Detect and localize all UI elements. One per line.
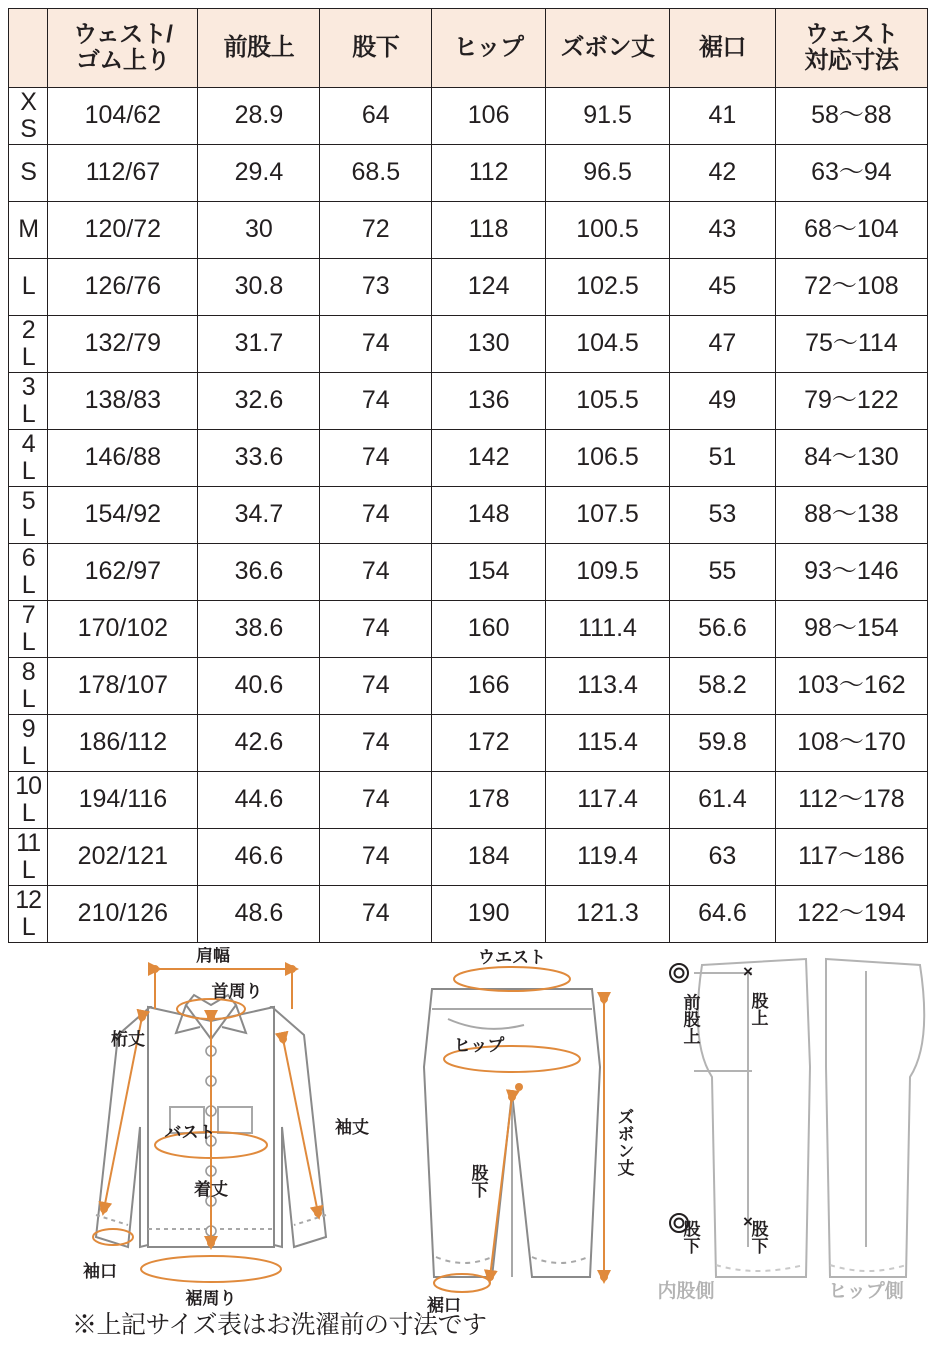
cell-waist: 210/126 — [48, 886, 198, 943]
column-header-hip — [432, 9, 546, 88]
cell-waist-range: 58〜88 — [775, 88, 927, 145]
cell-hem: 45 — [670, 259, 776, 316]
size-label-part: L — [21, 685, 35, 713]
pattern-label-inseam-right: 股下 — [748, 1220, 768, 1254]
cell-front-rise: 34.7 — [198, 487, 320, 544]
cell-front-rise: 48.6 — [198, 886, 320, 943]
cell-hip: 130 — [432, 316, 546, 373]
table-header — [9, 9, 928, 88]
cell-front-rise: 38.6 — [198, 601, 320, 658]
cell-trouser-length: 113.4 — [546, 658, 670, 715]
cell-inseam: 74 — [320, 601, 432, 658]
size-label-part: L — [21, 628, 35, 656]
cell-hip: 148 — [432, 487, 546, 544]
size-label-part: X — [20, 87, 36, 116]
cell-hem: 49 — [670, 373, 776, 430]
cell-hem: 59.8 — [670, 715, 776, 772]
size-label-part: 5 — [21, 486, 35, 515]
jacket-label-hem-round: 裾周り — [185, 1289, 237, 1308]
cell-hip: 106 — [432, 88, 546, 145]
size-label-part: L — [21, 457, 35, 485]
cell-size — [9, 544, 48, 601]
pants-label-waist: ウエスト — [478, 948, 546, 967]
column-header-trouser-length-line1: ズボン丈 — [560, 33, 655, 61]
cell-trouser-length: 100.5 — [546, 202, 670, 259]
cell-hem: 61.4 — [670, 772, 776, 829]
cell-waist: 178/107 — [48, 658, 198, 715]
column-header-hip-line1: ヒップ — [453, 33, 524, 61]
diagram-svg — [0, 947, 940, 1347]
cell-trouser-length: 109.5 — [546, 544, 670, 601]
size-label-part: 2 — [21, 315, 35, 344]
cell-trouser-length: 115.4 — [546, 715, 670, 772]
size-label-part: L — [21, 571, 35, 599]
cell-inseam: 74 — [320, 829, 432, 886]
jacket-label-yoke: 桁丈 — [111, 1030, 145, 1049]
cell-inseam: 74 — [320, 373, 432, 430]
pants-illustration — [424, 989, 600, 1277]
cell-size — [9, 316, 48, 373]
cell-size — [9, 772, 48, 829]
cell-front-rise: 42.6 — [198, 715, 320, 772]
cell-waist: 104/62 — [48, 88, 198, 145]
cell-waist: 120/72 — [48, 202, 198, 259]
cell-hip: 142 — [432, 430, 546, 487]
pattern-measure-lines — [694, 971, 866, 1247]
pattern-illustration — [698, 959, 924, 1277]
cell-trouser-length: 121.3 — [546, 886, 670, 943]
column-header-hem — [670, 9, 776, 88]
cell-trouser-length: 117.4 — [546, 772, 670, 829]
size-label-part: L — [21, 742, 35, 770]
footnote-text: ※上記サイズ表はお洗濯前の寸法です — [72, 1311, 487, 1339]
cell-inseam: 74 — [320, 316, 432, 373]
cell-hem: 42 — [670, 145, 776, 202]
size-label-part: 10 — [15, 771, 42, 800]
table-row — [9, 829, 928, 886]
cell-front-rise: 28.9 — [198, 88, 320, 145]
cell-waist-range: 93〜146 — [775, 544, 927, 601]
cell-hem: 43 — [670, 202, 776, 259]
cell-inseam: 68.5 — [320, 145, 432, 202]
cell-hem: 53 — [670, 487, 776, 544]
jacket-label-cuff: 袖口 — [83, 1262, 117, 1281]
table-row — [9, 886, 928, 943]
cell-front-rise: 33.6 — [198, 430, 320, 487]
cell-waist-range: 72〜108 — [775, 259, 927, 316]
cell-inseam: 72 — [320, 202, 432, 259]
size-label-part: S — [20, 158, 36, 187]
table-row — [9, 316, 928, 373]
size-label-part: 8 — [21, 657, 35, 686]
cell-waist-range: 75〜114 — [775, 316, 927, 373]
cell-waist-range: 112〜178 — [775, 772, 927, 829]
cell-inseam: 73 — [320, 259, 432, 316]
column-header-front-rise — [198, 9, 320, 88]
cell-front-rise: 36.6 — [198, 544, 320, 601]
cell-waist-range: 88〜138 — [775, 487, 927, 544]
size-label-part: L — [21, 400, 35, 428]
cell-hip: 184 — [432, 829, 546, 886]
cell-size — [9, 202, 48, 259]
cell-hip: 112 — [432, 145, 546, 202]
jacket-label-bust: バスト — [164, 1123, 216, 1142]
pants-label-trouser-length: ズボン丈 — [614, 1108, 634, 1176]
cell-size — [9, 430, 48, 487]
cell-inseam: 74 — [320, 430, 432, 487]
cell-trouser-length: 104.5 — [546, 316, 670, 373]
size-label-part: L — [21, 343, 35, 371]
pants-label-inseam: 股下 — [468, 1164, 488, 1198]
cell-waist-range: 98〜154 — [775, 601, 927, 658]
cell-hip: 190 — [432, 886, 546, 943]
measurement-diagrams — [0, 947, 940, 1347]
cell-hip: 118 — [432, 202, 546, 259]
pants-measure-dots — [486, 995, 608, 1281]
cell-trouser-length: 119.4 — [546, 829, 670, 886]
cell-hip: 160 — [432, 601, 546, 658]
pattern-label-front-rise: 前股上 — [680, 993, 700, 1045]
jacket-label-shoulder: 肩幅 — [196, 947, 230, 965]
pants-label-hip: ヒップ — [453, 1036, 505, 1055]
pattern-label-hip-side: ヒップ側 — [828, 1281, 904, 1302]
table-row — [9, 658, 928, 715]
table-row — [9, 715, 928, 772]
cell-waist: 162/97 — [48, 544, 198, 601]
cell-size — [9, 601, 48, 658]
table-row — [9, 88, 928, 145]
cell-waist: 154/92 — [48, 487, 198, 544]
jacket-label-body-length: 着丈 — [194, 1180, 228, 1199]
pattern-marker-cross-bottom: × — [743, 1212, 753, 1231]
jacket-label-sleeve: 袖丈 — [335, 1118, 369, 1137]
size-label-part: 6 — [21, 543, 35, 572]
column-header-waist — [48, 9, 198, 88]
column-header-waist-line2: ゴム上り — [75, 47, 170, 74]
cell-waist: 138/83 — [48, 373, 198, 430]
cell-front-rise: 29.4 — [198, 145, 320, 202]
jacket-label-neck: 首周り — [211, 982, 263, 1001]
cell-waist-range: 117〜186 — [775, 829, 927, 886]
cell-trouser-length: 91.5 — [546, 88, 670, 145]
cell-size — [9, 715, 48, 772]
cell-hem: 41 — [670, 88, 776, 145]
table-row — [9, 373, 928, 430]
cell-inseam: 74 — [320, 715, 432, 772]
pattern-label-rise: 股上 — [748, 992, 768, 1026]
table-row — [9, 487, 928, 544]
column-header-waist-line1: ウェスト/ — [73, 20, 173, 48]
cell-waist: 186/112 — [48, 715, 198, 772]
cell-front-rise: 30 — [198, 202, 320, 259]
table-row — [9, 202, 928, 259]
size-label-part: L — [21, 514, 35, 542]
table-body — [9, 88, 928, 943]
cell-size — [9, 88, 48, 145]
cell-waist-range: 108〜170 — [775, 715, 927, 772]
pattern-label-inseam-left: 股下 — [680, 1220, 700, 1254]
size-label-part: L — [21, 856, 35, 884]
pattern-marker-cross-top: × — [743, 962, 753, 981]
cell-trouser-length: 106.5 — [546, 430, 670, 487]
size-label-part: 9 — [21, 714, 35, 743]
size-label-part: L — [21, 272, 35, 301]
cell-waist-range: 103〜162 — [775, 658, 927, 715]
cell-inseam: 74 — [320, 772, 432, 829]
cell-waist-range: 84〜130 — [775, 430, 927, 487]
cell-waist-range: 122〜194 — [775, 886, 927, 943]
pants-label-hem: 裾口 — [427, 1296, 461, 1315]
size-label-part: L — [21, 799, 35, 827]
cell-hem: 56.6 — [670, 601, 776, 658]
cell-hip: 172 — [432, 715, 546, 772]
cell-size — [9, 373, 48, 430]
cell-trouser-length: 111.4 — [546, 601, 670, 658]
pattern-label-inner-side: 内股側 — [657, 1281, 715, 1302]
cell-inseam: 74 — [320, 487, 432, 544]
cell-size — [9, 829, 48, 886]
header-row — [9, 9, 928, 88]
cell-hem: 64.6 — [670, 886, 776, 943]
pants-measure-lines — [434, 967, 604, 1292]
cell-size — [9, 487, 48, 544]
cell-size — [9, 145, 48, 202]
table-row — [9, 430, 928, 487]
size-label-part: 12 — [15, 885, 42, 914]
cell-hem: 51 — [670, 430, 776, 487]
cell-hip: 178 — [432, 772, 546, 829]
cell-waist: 112/67 — [48, 145, 198, 202]
cell-waist: 132/79 — [48, 316, 198, 373]
cell-size — [9, 886, 48, 943]
cell-front-rise: 30.8 — [198, 259, 320, 316]
size-chart-page — [0, 8, 940, 1368]
cell-inseam: 74 — [320, 544, 432, 601]
column-header-waist-range — [775, 9, 927, 88]
table-row — [9, 601, 928, 658]
table-row — [9, 259, 928, 316]
cell-waist: 202/121 — [48, 829, 198, 886]
size-label-part: S — [20, 115, 36, 143]
cell-hip: 166 — [432, 658, 546, 715]
column-header-inseam — [320, 9, 432, 88]
cell-hem: 63 — [670, 829, 776, 886]
cell-inseam: 74 — [320, 658, 432, 715]
cell-trouser-length: 105.5 — [546, 373, 670, 430]
cell-waist: 126/76 — [48, 259, 198, 316]
column-header-waist-range-line1: ウェスト — [804, 20, 898, 48]
cell-inseam: 64 — [320, 88, 432, 145]
size-label-part: M — [18, 215, 39, 244]
table-row — [9, 772, 928, 829]
cell-trouser-length: 107.5 — [546, 487, 670, 544]
size-label-part: 4 — [21, 429, 35, 458]
cell-inseam: 74 — [320, 886, 432, 943]
column-header-waist-range-line2: 対応寸法 — [804, 47, 899, 74]
column-header-hem-line1: 裾口 — [698, 33, 746, 61]
column-header-trouser-length — [546, 9, 670, 88]
column-header-inseam-line1: 股下 — [352, 33, 400, 61]
cell-front-rise: 46.6 — [198, 829, 320, 886]
column-header-size — [9, 9, 48, 88]
cell-waist-range: 79〜122 — [775, 373, 927, 430]
cell-front-rise: 32.6 — [198, 373, 320, 430]
cell-hem: 47 — [670, 316, 776, 373]
size-table — [8, 8, 928, 943]
cell-trouser-length: 96.5 — [546, 145, 670, 202]
cell-front-rise: 40.6 — [198, 658, 320, 715]
size-label-part: 3 — [21, 372, 35, 401]
cell-size — [9, 259, 48, 316]
cell-waist-range: 68〜104 — [775, 202, 927, 259]
cell-hem: 58.2 — [670, 658, 776, 715]
cell-hip: 136 — [432, 373, 546, 430]
cell-front-rise: 31.7 — [198, 316, 320, 373]
cell-front-rise: 44.6 — [198, 772, 320, 829]
table-row — [9, 544, 928, 601]
cell-hip: 154 — [432, 544, 546, 601]
table-row — [9, 145, 928, 202]
cell-waist: 170/102 — [48, 601, 198, 658]
size-label-part: 11 — [16, 828, 41, 857]
column-header-front-rise-line1: 前股上 — [223, 33, 295, 61]
cell-size — [9, 658, 48, 715]
cell-waist: 146/88 — [48, 430, 198, 487]
cell-waist: 194/116 — [48, 772, 198, 829]
cell-trouser-length: 102.5 — [546, 259, 670, 316]
size-label-part: L — [21, 913, 35, 941]
size-label-part: 7 — [21, 600, 35, 629]
cell-hem: 55 — [670, 544, 776, 601]
cell-hip: 124 — [432, 259, 546, 316]
cell-waist-range: 63〜94 — [775, 145, 927, 202]
